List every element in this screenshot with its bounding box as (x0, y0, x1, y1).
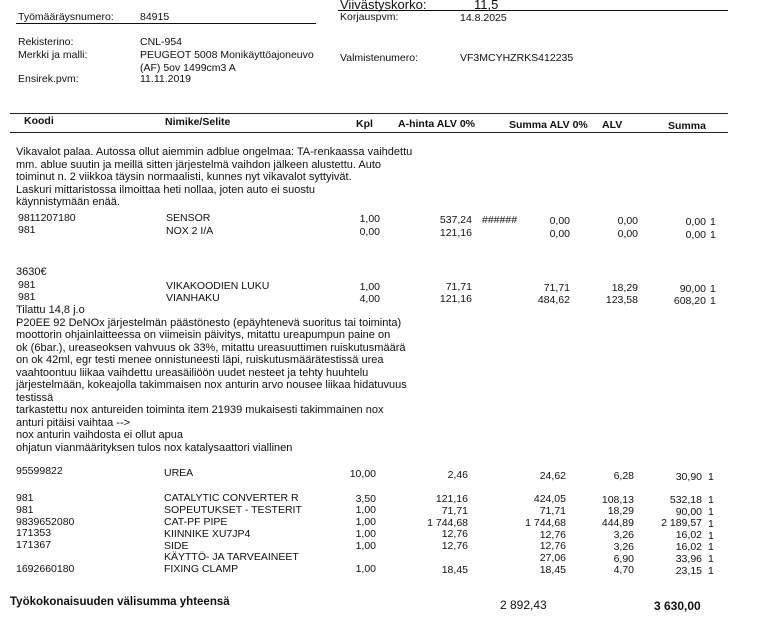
table-header-bottom-rule (10, 132, 728, 133)
row-vat: 123,58 (605, 294, 638, 306)
vin-label: Valmistenumero: (340, 52, 419, 64)
col-unit-price-header: A-hinta ALV 0% (398, 118, 476, 130)
row-vat: 444,89 (601, 517, 634, 530)
row-vat: 18,29 (611, 282, 638, 294)
row-qty: 1,00 (355, 539, 376, 552)
row-sum: 90,00 (679, 283, 706, 295)
row-sum: 0,00 (685, 216, 706, 228)
row-code: 981 (18, 279, 36, 291)
row-qty: 10,00 (349, 468, 376, 480)
row-sum-ex: 27,06 (539, 552, 566, 565)
row-sum: 608,20 (673, 295, 706, 307)
row-vat: 6,28 (613, 470, 634, 482)
row-price: 12,76 (441, 528, 468, 541)
row-qty: 1,00 (355, 516, 376, 529)
work-order-value: 84915 (140, 11, 170, 23)
row-overflow-marker: ###### (482, 214, 518, 226)
row-flag: 1 (710, 295, 716, 307)
row-sum-ex: 71,71 (543, 282, 570, 294)
row-code: 981 (18, 224, 36, 236)
row-price: 2,46 (447, 469, 468, 481)
row-qty: 1,00 (355, 504, 376, 517)
row-name: CAT-PF PIPE (164, 515, 228, 528)
row-sum-ex: 71,71 (539, 505, 566, 517)
description-line: ok (6bar.), ureaseoksen vahvuus ok 33%, mitattu ureasuuttimen ruiskutusmäärä (16, 341, 406, 354)
row-code: 1692660180 (16, 562, 75, 575)
row-vat: 4,70 (613, 564, 634, 577)
row-code: 981 (18, 291, 36, 303)
register-value: CNL-954 (140, 36, 183, 48)
row-sum: 16,02 (675, 529, 702, 542)
row-flag: 1 (708, 529, 714, 542)
description-line: Tilattu 14,8 j.o (16, 304, 85, 316)
row-name: NOX 2 I/A (166, 225, 214, 237)
row-qty: 0,00 (359, 226, 380, 238)
row-flag: 1 (708, 553, 714, 566)
description-line: Laskuri mittaristossa ilmoittaa heti nollaa, joten auto ei suostu (16, 183, 315, 196)
work-order-label: Työmääräysnumero: (18, 11, 114, 23)
col-vat-header: ALV (602, 119, 623, 131)
row-name: FIXING CLAMP (164, 563, 239, 576)
row-sum-ex: 18,45 (539, 564, 566, 576)
row-sum: 90,00 (675, 505, 702, 518)
row-sum: 33,96 (675, 552, 702, 565)
row-sum: 0,00 (685, 229, 706, 241)
row-name: CATALYTIC CONVERTER R (164, 492, 299, 505)
row-vat: 0,00 (617, 215, 638, 227)
row-name: VIKAKOODIEN LUKU (166, 280, 270, 292)
row-flag: 1 (708, 471, 714, 483)
register-label: Rekisterino: (18, 36, 74, 48)
row-sum: 30,90 (675, 471, 702, 483)
row-sum-ex: 484,62 (537, 294, 570, 306)
row-name: SENSOR (166, 212, 211, 224)
subtotal-sum-ex: 2 892,43 (500, 598, 547, 612)
row-sum-ex: 424,05 (533, 493, 566, 506)
row-vat: 108,13 (601, 493, 634, 506)
make-value-1: PEUGEOT 5008 Monikäyttöajoneuvo (140, 49, 314, 61)
row-sum: 16,02 (675, 541, 702, 553)
row-code: 9811207180 (18, 212, 76, 224)
row-price: 18,45 (441, 563, 468, 576)
row-sum-ex: 0,00 (549, 215, 570, 227)
description-line: järjestelmään, kokeajolla takimmaisen nox anturin arvo nousee liikaa hidatuvuus (16, 379, 407, 391)
col-name-header: Nimike/Selite (165, 116, 231, 128)
interest-label: Viivästyskorko: (340, 0, 427, 12)
description-line: tarkastettu nox antureiden toiminta item 21939 mukaisesti takimmainen nox (16, 404, 384, 416)
header-divider-left (16, 23, 316, 24)
vin-value: VF3MCYHZRKS412235 (460, 52, 574, 64)
description-line: moottorin ohjainlaitteessa on viimeisin päivitys, mitattu ureapumpun paine on (16, 329, 391, 341)
row-qty: 1,00 (355, 528, 376, 540)
col-sum-ex-header: Summa ALV 0% (509, 119, 588, 131)
row-flag: 1 (710, 283, 716, 295)
row-vat: 3,26 (613, 540, 634, 553)
description-block-2 (16, 304, 407, 454)
row-price: 121,16 (435, 492, 468, 505)
description-line: on ok 42ml, egr testi menee onnistuneesti läpi, ruiskutusmäärätestissä urea (16, 354, 384, 366)
row-vat: 0,00 (617, 228, 638, 240)
row-name: KIINNIKE XU7JP4 (164, 527, 251, 540)
description-line: nox anturin vaihdosta ei ollut apua (16, 429, 183, 441)
make-value-2: (AF) 5ov 1499cm3 A (140, 62, 236, 74)
description-line: testissä (16, 391, 54, 404)
row-qty: 1,00 (359, 213, 380, 225)
row-flag: 1 (710, 229, 716, 241)
interest-value: 11,5 (474, 0, 499, 12)
row-flag: 1 (708, 505, 714, 518)
row-name: UREA (164, 467, 194, 479)
row-code: 9839652080 (16, 515, 75, 528)
description-block-1 (16, 146, 412, 209)
table-header-top-rule (10, 113, 728, 114)
row-code: 981 (16, 492, 34, 504)
row-sum: 532,18 (669, 493, 702, 506)
description-line: käynnistymään enää. (16, 196, 120, 208)
subtotal-label: Työkokonaisuuden välisumma yhteensä (10, 596, 230, 608)
row-vat: 6,90 (613, 552, 634, 565)
row-sum-ex: 12,76 (539, 540, 566, 553)
description-line: P20EE 92 DeNOx järjestelmän päästönesto (epäyhtenevä suoritus tai toiminta) (16, 316, 402, 329)
row-name: SOPEUTUKSET - TESTERIT (164, 504, 302, 517)
row-qty: 4,00 (359, 293, 380, 305)
description-line: ohjatun vianmäärityksen tulos nox katalysaattori viallinen (16, 441, 293, 454)
row-qty: 1,00 (355, 563, 376, 576)
subtotal-sum: 3 630,00 (654, 599, 701, 613)
row-price: 12,76 (441, 540, 468, 553)
repair-date-value: 14.8.2025 (460, 12, 507, 24)
row-code: 171353 (16, 527, 52, 540)
row-price: 71,71 (441, 504, 468, 517)
price-note: 3630€ (16, 266, 47, 278)
row-flag: 1 (708, 541, 714, 554)
row-price: 121,16 (439, 227, 472, 239)
row-code: 171367 (16, 539, 52, 552)
row-vat: 3,26 (613, 528, 634, 541)
row-name: VIANHAKU (166, 292, 220, 304)
description-line: Vikavalot palaa. Autossa ollut aiemmin adblue ongelmaa: TA-renkaassa vaihdettu (16, 146, 413, 158)
first-reg-label: Ensirek.pvm: (18, 73, 79, 85)
col-qty-header: Kpl (356, 118, 373, 130)
row-sum: 23,15 (675, 564, 702, 577)
row-flag: 1 (710, 216, 716, 228)
row-flag: 1 (708, 517, 714, 530)
description-line: vaahtoontuu liikaa vaihdettu ureasäiliöön uudet nesteet ja tehty huuhtelu (16, 366, 369, 379)
row-qty: 1,00 (359, 281, 380, 293)
row-sum-ex: 1 744,68 (525, 516, 566, 529)
row-price: 121,16 (439, 293, 472, 305)
row-vat: 18,29 (607, 505, 634, 518)
row-price: 537,24 (439, 214, 472, 226)
description-line: mm. ablue suutin ja meillä sitten järjestelmä vaihdon jälkeen alustettu. Auto (16, 158, 382, 171)
description-line: anturi pitäisi vaihtaa --> (16, 416, 131, 429)
row-name: SIDE (164, 539, 189, 552)
row-sum-ex: 12,76 (539, 528, 566, 541)
row-price: 71,71 (445, 281, 472, 293)
row-sum: 2 189,57 (661, 517, 702, 530)
description-line: toiminut n. 2 viikkoa täysin normaalisti, kunnes nyt vikavalot syttyivät. (16, 171, 352, 183)
row-code: 95599822 (16, 465, 63, 477)
col-code-header: Koodi (24, 115, 54, 127)
row-qty: 3,50 (355, 492, 376, 505)
row-flag: 1 (708, 494, 714, 507)
make-label: Merkki ja malli: (18, 49, 88, 61)
row-sum-ex: 24,62 (539, 470, 566, 482)
first-reg-value: 11.11.2019 (140, 73, 191, 85)
row-sum-ex: 0,00 (549, 228, 570, 240)
row-name: KÄYTTÖ- JA TARVEAINEET (164, 551, 299, 564)
repair-date-label: Korjauspvm: (340, 11, 399, 23)
row-price: 1 744,68 (427, 516, 468, 529)
row-flag: 1 (708, 564, 714, 577)
col-sum-header: Summa (668, 120, 706, 132)
row-code: 981 (16, 503, 34, 516)
